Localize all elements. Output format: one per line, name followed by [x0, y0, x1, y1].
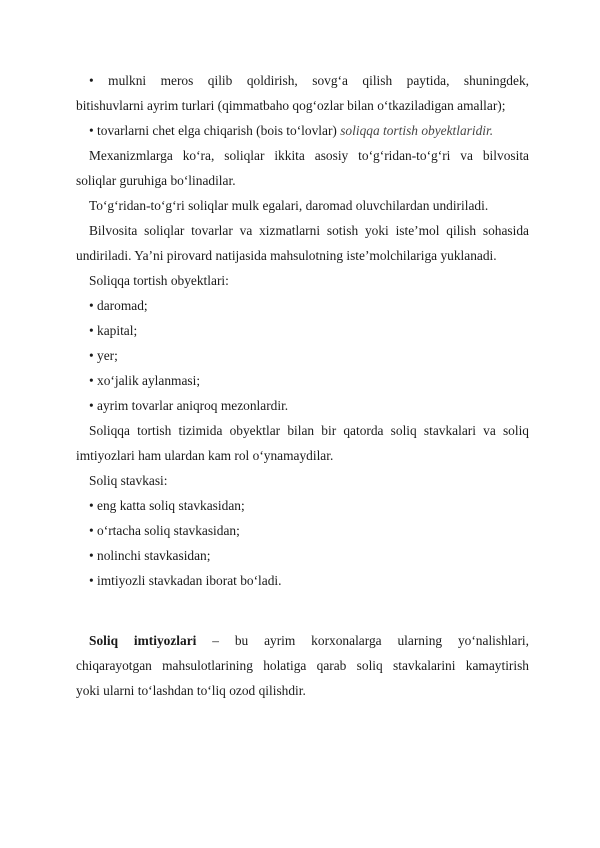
bold-term: Soliq imtiyozlari — [89, 633, 197, 648]
paragraph-line: Bilvosita soliqlar tovarlar va xizmatlarni sotish yoki iste’mol qilish sohasida — [89, 223, 529, 238]
paragraph-text: – bu ayrim korxonalarga ularning yo‘nalishlari, — [196, 633, 529, 648]
document-body — [76, 68, 529, 703]
italic-text: soliqqa tortish obyektlaridir. — [340, 123, 494, 138]
paragraph: Soliqqa tortish obyektlari: — [89, 273, 229, 288]
paragraph — [89, 118, 529, 143]
paragraph-line: soliqlar guruhiga bo‘linadilar. — [76, 173, 236, 188]
paragraph: To‘g‘ridan-to‘g‘ri soliqlar mulk egalari, daromad oluvchilardan undiriladi. — [89, 198, 489, 213]
paragraph-line: chiqarayotgan mahsulotlarining holatiga qarab soliq stavkalarini kamaytirish — [76, 658, 529, 673]
paragraph-line: • mulkni meros qilib qoldirish, sovg‘a qilish paytida, shuningdek, — [89, 73, 529, 88]
paragraph: Soliq stavkasi: — [89, 473, 168, 488]
list-item: • eng katta soliq stavkasidan; — [89, 498, 245, 513]
paragraph-line: Mexanizmlarga ko‘ra, soliqlar ikkita asosiy to‘g‘ridan-to‘g‘ri va bilvosita — [89, 148, 529, 163]
list-item: • kapital; — [89, 323, 138, 338]
list-item: • o‘rtacha soliq stavkasidan; — [89, 523, 240, 538]
paragraph-line: bitishuvlarni ayrim turlari (qimmatbaho qog‘ozlar bilan o‘tkaziladigan amallar); — [76, 98, 506, 113]
paragraph-line: yoki ularni to‘lashdan to‘liq ozod qilishdir. — [76, 683, 306, 698]
paragraph-line — [89, 628, 529, 653]
paragraph-line: imtiyozlari ham ulardan kam rol o‘ynamaydilar. — [76, 448, 334, 463]
paragraph-line: Soliqqa tortish tizimida obyektlar bilan bir qatorda soliq stavkalari va soliq — [89, 423, 529, 438]
paragraph-text: • tovarlarni chet elga chiqarish (bois to‘lovlar) — [89, 123, 341, 138]
list-item: • ayrim tovarlar aniqroq mezonlardir. — [89, 398, 289, 413]
list-item: • daromad; — [89, 298, 148, 313]
list-item: • nolinchi stavkasidan; — [89, 548, 211, 563]
paragraph-line: undiriladi. Ya’ni pirovard natijasida mahsulotning iste’molchilariga yuklanadi. — [76, 248, 497, 263]
list-item: • xo‘jalik aylanmasi; — [89, 373, 201, 388]
spacer — [89, 593, 529, 618]
list-item: • yer; — [89, 348, 118, 363]
list-item: • imtiyozli stavkadan iborat bo‘ladi. — [89, 573, 282, 588]
